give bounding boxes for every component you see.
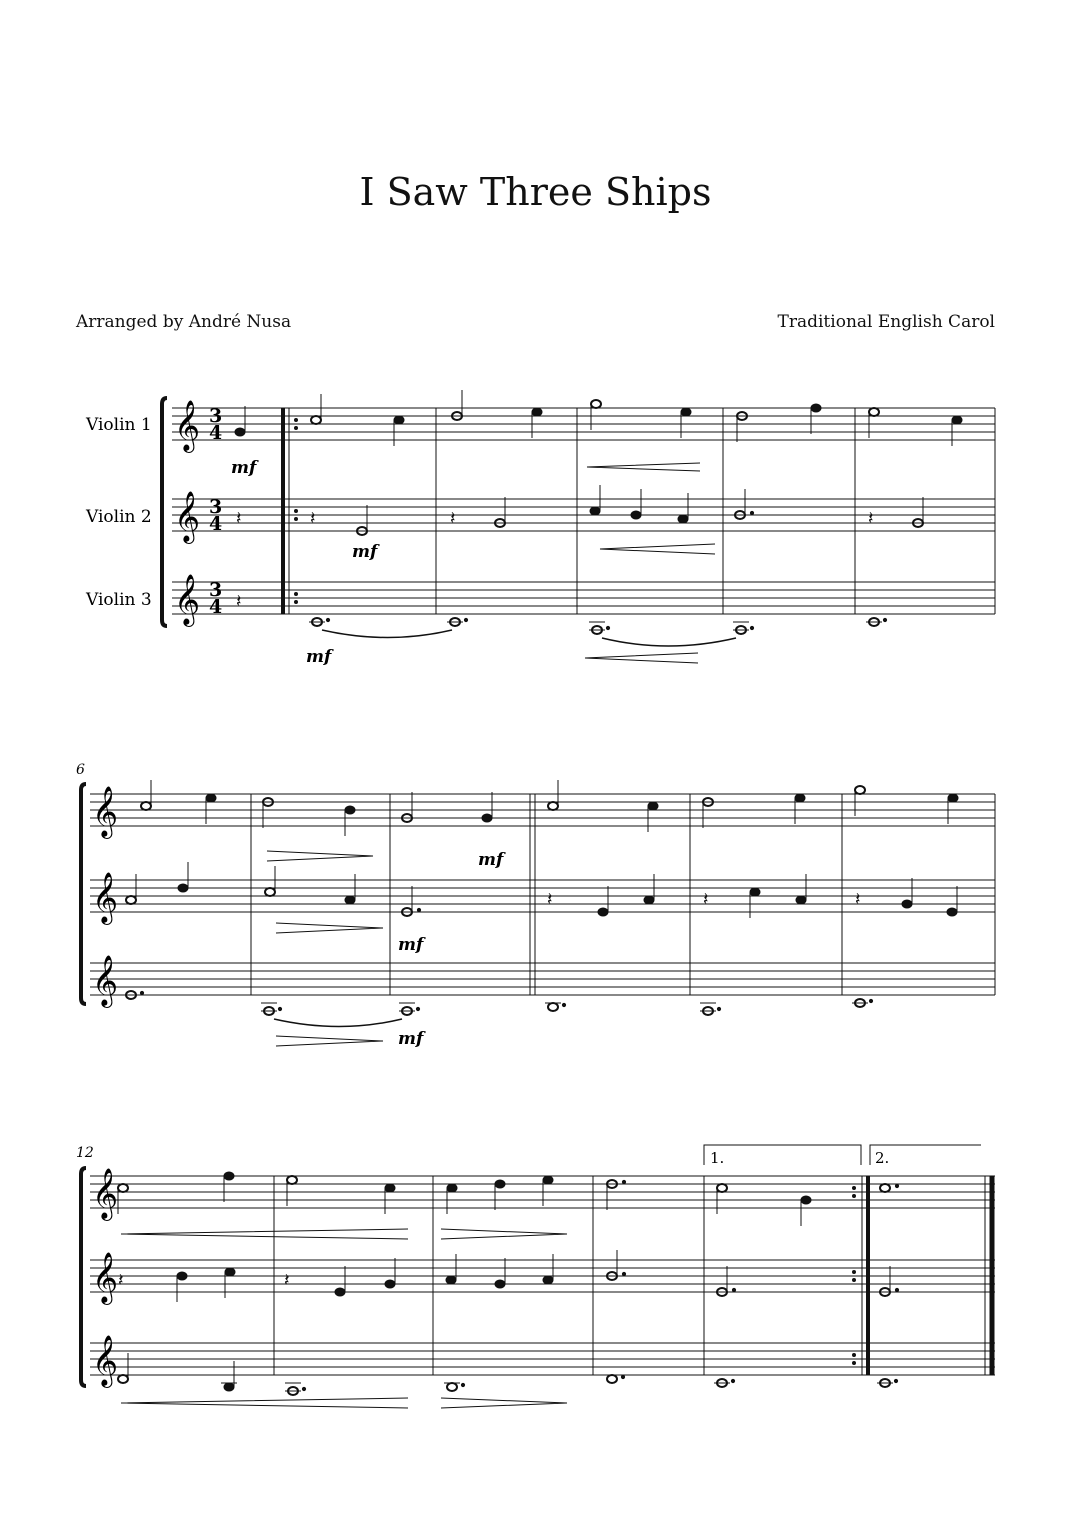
time-signature-bottom: 4	[209, 596, 223, 618]
crescendo-hairpin	[121, 1398, 408, 1408]
instrument-label-violin-1: Violin 1	[86, 415, 152, 435]
barlines	[251, 794, 995, 995]
score-title: I Saw Three Ships	[359, 170, 712, 214]
crescendo-hairpin	[587, 463, 700, 471]
diminuendo-hairpin	[276, 1036, 383, 1046]
diminuendo-hairpin	[276, 923, 383, 933]
treble-clef: 𝄞	[92, 955, 119, 1006]
dynamic-mf: mf	[352, 542, 378, 562]
svg-text:𝄽: 𝄽	[450, 508, 456, 529]
dynamic-mf: mf	[231, 458, 257, 478]
arranger-credit: Arranged by André Nusa	[76, 312, 292, 332]
treble-clef: 𝄞	[92, 1168, 119, 1219]
svg-text:𝄽: 𝄽	[284, 1270, 290, 1291]
system-bracket	[162, 398, 167, 626]
volta-bracket-1	[704, 1145, 861, 1165]
system-2	[76, 762, 995, 1049]
svg-text:𝄽: 𝄽	[703, 889, 709, 910]
time-signature-top: 3	[209, 496, 223, 518]
violin-1-notes	[118, 1172, 899, 1226]
crescendo-hairpin	[600, 544, 715, 554]
treble-clef: 𝄞	[92, 1252, 119, 1303]
treble-clef: 𝄞	[92, 786, 119, 837]
tie	[274, 1019, 402, 1027]
diminuendo-hairpin	[267, 851, 373, 861]
tie	[602, 638, 736, 646]
diminuendo-hairpin	[441, 1398, 567, 1408]
system-1	[85, 390, 995, 667]
repeat-dots	[294, 418, 298, 604]
dynamic-mf: mf	[478, 850, 504, 870]
violin-1-notes	[235, 390, 962, 446]
treble-clef: 𝄞	[92, 1335, 119, 1386]
instrument-label-violin-3: Violin 3	[86, 590, 152, 610]
crescendo-hairpin	[121, 1229, 408, 1239]
svg-text:𝄽: 𝄽	[118, 1270, 124, 1291]
treble-clef: 𝄞	[174, 574, 201, 625]
crescendo-hairpin	[585, 653, 698, 663]
dynamic-mf: mf	[306, 647, 332, 667]
staff-violin-3	[90, 963, 995, 995]
svg-text:𝄽: 𝄽	[236, 508, 242, 529]
system-bracket	[81, 1168, 86, 1386]
volta-label-2: 2.	[875, 1149, 890, 1167]
measure-number: 6	[76, 762, 85, 778]
svg-text:𝄽: 𝄽	[310, 508, 316, 529]
treble-clef: 𝄞	[174, 400, 201, 451]
svg-text:𝄽: 𝄽	[868, 508, 874, 529]
violin-3-notes	[236, 591, 887, 634]
volta-label-1: 1.	[710, 1149, 725, 1167]
svg-text:𝄽: 𝄽	[547, 889, 553, 910]
violin-2-notes	[236, 485, 923, 535]
svg-text:𝄽: 𝄽	[855, 889, 861, 910]
treble-clef: 𝄞	[174, 491, 201, 542]
composer-credit: Traditional English Carol	[777, 312, 995, 332]
treble-clef: 𝄞	[92, 872, 119, 923]
violin-1-notes	[141, 780, 958, 836]
barlines	[283, 408, 995, 614]
staff-violin-1	[172, 408, 995, 440]
time-signature-top: 3	[209, 405, 223, 427]
instrument-label-violin-2: Violin 2	[86, 507, 152, 527]
time-signature-bottom: 4	[209, 513, 223, 535]
tie	[322, 630, 452, 638]
measure-number: 12	[76, 1145, 94, 1161]
system-3	[76, 1145, 995, 1408]
time-signature-bottom: 4	[209, 422, 223, 444]
system-bracket	[81, 784, 86, 1004]
staff-violin-1	[90, 794, 995, 826]
diminuendo-hairpin	[441, 1229, 567, 1239]
time-signature-top: 3	[209, 579, 223, 601]
dynamic-mf: mf	[398, 935, 424, 955]
staff-violin-2	[90, 1260, 995, 1292]
dynamic-mf: mf	[398, 1029, 424, 1049]
svg-text:𝄽: 𝄽	[236, 591, 242, 612]
staff-violin-3	[90, 1343, 995, 1375]
staff-violin-3	[172, 582, 995, 614]
